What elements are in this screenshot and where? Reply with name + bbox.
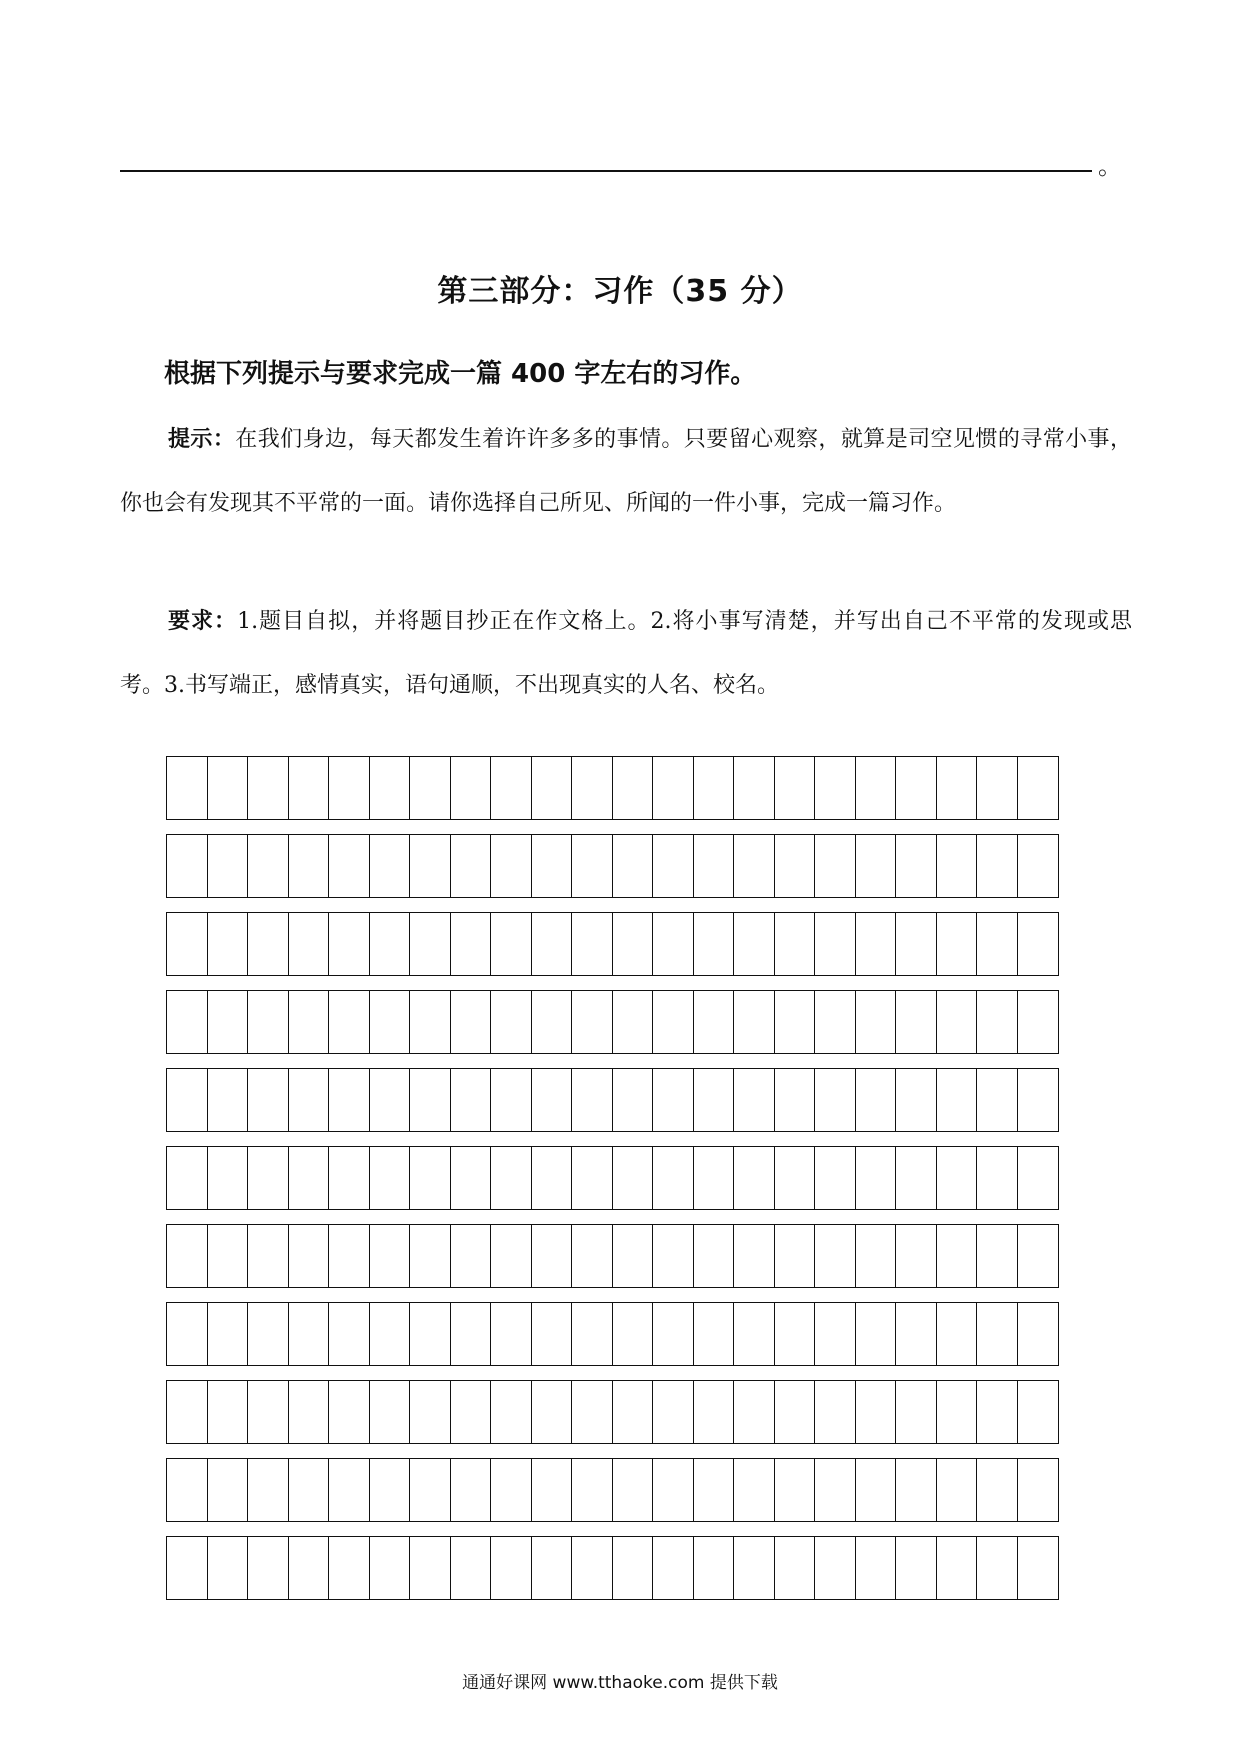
grid-cell: [977, 1537, 1018, 1599]
grid-cell: [775, 757, 816, 819]
grid-cell: [734, 1459, 775, 1521]
grid-cell: [734, 1147, 775, 1209]
grid-cell: [208, 1303, 249, 1365]
grid-cell: [775, 1303, 816, 1365]
grid-cell: [815, 1303, 856, 1365]
grid-cell: [167, 1147, 208, 1209]
grid-cell: [410, 1303, 451, 1365]
grid-cell: [208, 1537, 249, 1599]
grid-cell: [815, 913, 856, 975]
grid-cell: [289, 1225, 330, 1287]
grid-cell: [775, 1381, 816, 1443]
grid-cell: [167, 913, 208, 975]
grid-cell: [208, 1069, 249, 1131]
grid-cell: [734, 913, 775, 975]
grid-cell: [289, 1537, 330, 1599]
grid-cell: [1018, 913, 1059, 975]
grid-cell: [370, 1147, 411, 1209]
grid-cell: [694, 1381, 735, 1443]
grid-cell: [815, 1537, 856, 1599]
grid-cell: [248, 991, 289, 1053]
grid-cell: [410, 1381, 451, 1443]
grid-cell: [572, 913, 613, 975]
grid-cell: [248, 1147, 289, 1209]
grid-cell: [329, 913, 370, 975]
grid-cell: [167, 1069, 208, 1131]
grid-cell: [734, 1537, 775, 1599]
grid-cell: [1018, 1303, 1059, 1365]
grid-cell: [451, 1069, 492, 1131]
grid-cell: [370, 1381, 411, 1443]
grid-cell: [815, 1069, 856, 1131]
grid-cell: [775, 1069, 816, 1131]
grid-cell: [613, 1069, 654, 1131]
grid-cell: [289, 1069, 330, 1131]
grid-cell: [329, 1303, 370, 1365]
grid-cell: [572, 1537, 613, 1599]
grid-cell: [1018, 1381, 1059, 1443]
grid-cell: [289, 991, 330, 1053]
grid-row: [166, 990, 1059, 1054]
grid-cell: [532, 835, 573, 897]
grid-cell: [248, 1069, 289, 1131]
grid-cell: [734, 1303, 775, 1365]
grid-cell: [977, 913, 1018, 975]
grid-cell: [491, 1303, 532, 1365]
grid-cell: [1018, 1225, 1059, 1287]
grid-cell: [491, 1459, 532, 1521]
grid-cell: [613, 1225, 654, 1287]
grid-cell: [937, 757, 978, 819]
grid-cell: [775, 913, 816, 975]
grid-cell: [653, 1381, 694, 1443]
grid-cell: [815, 757, 856, 819]
grid-cell: [856, 1381, 897, 1443]
grid-cell: [896, 1537, 937, 1599]
grid-cell: [451, 1147, 492, 1209]
grid-cell: [532, 991, 573, 1053]
grid-cell: [896, 757, 937, 819]
grid-cell: [410, 1225, 451, 1287]
grid-cell: [167, 991, 208, 1053]
grid-cell: [653, 1225, 694, 1287]
grid-cell: [248, 1459, 289, 1521]
grid-cell: [856, 991, 897, 1053]
grid-cell: [208, 913, 249, 975]
grid-cell: [370, 835, 411, 897]
grid-cell: [775, 1537, 816, 1599]
grid-cell: [572, 1459, 613, 1521]
grid-cell: [815, 1147, 856, 1209]
grid-cell: [370, 1303, 411, 1365]
grid-cell: [451, 1225, 492, 1287]
grid-cell: [289, 835, 330, 897]
grid-cell: [937, 1459, 978, 1521]
grid-cell: [532, 1459, 573, 1521]
grid-cell: [1018, 835, 1059, 897]
grid-cell: [734, 757, 775, 819]
hint-text: 在我们身边，每天都发生着许许多多的事情。只要留心观察，就算是司空见惯的寻常小事，你也会有发现其不平常的一面。请你选择自己所见、所闻的一件小事，完成一篇习作。: [120, 427, 1132, 516]
grid-cell: [491, 1069, 532, 1131]
grid-cell: [1018, 1069, 1059, 1131]
grid-cell: [613, 1459, 654, 1521]
grid-cell: [653, 835, 694, 897]
grid-cell: [329, 1381, 370, 1443]
grid-cell: [653, 757, 694, 819]
grid-cell: [977, 1381, 1018, 1443]
grid-cell: [289, 1147, 330, 1209]
grid-cell: [775, 1459, 816, 1521]
grid-cell: [491, 1537, 532, 1599]
grid-cell: [856, 1069, 897, 1131]
grid-cell: [370, 1225, 411, 1287]
grid-cell: [694, 1147, 735, 1209]
grid-cell: [896, 1069, 937, 1131]
grid-cell: [289, 913, 330, 975]
grid-cell: [896, 913, 937, 975]
grid-cell: [977, 1147, 1018, 1209]
grid-row: [166, 834, 1059, 898]
grid-cell: [451, 1381, 492, 1443]
requirements-text: 1.题目自拟，并将题目抄正在作文格上。2.将小事写清楚，并写出自己不平常的发现或思考。3.书写端正，感情真实，语句通顺，不出现真实的人名、校名。: [120, 609, 1132, 698]
grid-cell: [329, 1069, 370, 1131]
grid-cell: [1018, 1537, 1059, 1599]
grid-row: [166, 1068, 1059, 1132]
grid-cell: [694, 757, 735, 819]
grid-cell: [694, 835, 735, 897]
grid-cell: [532, 1537, 573, 1599]
grid-cell: [491, 1225, 532, 1287]
grid-cell: [329, 1537, 370, 1599]
grid-cell: [289, 1381, 330, 1443]
grid-cell: [329, 1225, 370, 1287]
grid-cell: [815, 1381, 856, 1443]
grid-cell: [208, 1225, 249, 1287]
grid-cell: [694, 1459, 735, 1521]
grid-cell: [896, 1225, 937, 1287]
grid-cell: [289, 1303, 330, 1365]
grid-cell: [815, 1459, 856, 1521]
grid-cell: [937, 1225, 978, 1287]
grid-cell: [856, 835, 897, 897]
requirements-label: 要求：: [168, 609, 238, 634]
grid-cell: [856, 1147, 897, 1209]
grid-cell: [896, 1147, 937, 1209]
grid-cell: [451, 1303, 492, 1365]
grid-cell: [977, 757, 1018, 819]
grid-cell: [856, 1303, 897, 1365]
grid-cell: [572, 1147, 613, 1209]
grid-cell: [937, 1069, 978, 1131]
section-title: 第三部分：习作（35 分）: [437, 274, 803, 309]
grid-cell: [977, 1069, 1018, 1131]
grid-cell: [167, 757, 208, 819]
grid-cell: [572, 1069, 613, 1131]
grid-cell: [977, 835, 1018, 897]
grid-row: [166, 1146, 1059, 1210]
grid-cell: [208, 1459, 249, 1521]
grid-cell: [694, 1069, 735, 1131]
grid-cell: [410, 1459, 451, 1521]
grid-cell: [532, 1225, 573, 1287]
grid-cell: [167, 1381, 208, 1443]
grid-cell: [694, 1225, 735, 1287]
grid-cell: [694, 1303, 735, 1365]
grid-cell: [896, 835, 937, 897]
grid-cell: [208, 1147, 249, 1209]
grid-cell: [451, 835, 492, 897]
grid-cell: [1018, 1459, 1059, 1521]
grid-cell: [937, 913, 978, 975]
hint-label: 提示：: [168, 427, 236, 452]
grid-cell: [329, 1147, 370, 1209]
grid-cell: [289, 757, 330, 819]
grid-cell: [532, 1381, 573, 1443]
grid-cell: [937, 991, 978, 1053]
grid-cell: [734, 1381, 775, 1443]
grid-cell: [572, 991, 613, 1053]
grid-cell: [167, 1225, 208, 1287]
grid-cell: [410, 835, 451, 897]
grid-cell: [532, 913, 573, 975]
grid-cell: [653, 1069, 694, 1131]
grid-cell: [410, 1537, 451, 1599]
grid-cell: [289, 1459, 330, 1521]
grid-cell: [734, 1225, 775, 1287]
grid-cell: [896, 1303, 937, 1365]
grid-cell: [653, 1537, 694, 1599]
grid-cell: [856, 757, 897, 819]
grid-cell: [856, 1459, 897, 1521]
grid-cell: [1018, 757, 1059, 819]
grid-cell: [329, 835, 370, 897]
grid-cell: [532, 1147, 573, 1209]
grid-cell: [977, 1459, 1018, 1521]
grid-cell: [775, 991, 816, 1053]
grid-cell: [248, 1381, 289, 1443]
instruction: 根据下列提示与要求完成一篇 400 字左右的习作。: [164, 359, 757, 389]
grid-cell: [977, 1225, 1018, 1287]
writing-grid: [166, 756, 1059, 1600]
grid-cell: [572, 1225, 613, 1287]
grid-row: [166, 756, 1059, 820]
grid-cell: [694, 1537, 735, 1599]
grid-row: [166, 1458, 1059, 1522]
grid-cell: [370, 1069, 411, 1131]
grid-cell: [613, 835, 654, 897]
grid-cell: [896, 1381, 937, 1443]
grid-cell: [491, 913, 532, 975]
grid-cell: [532, 757, 573, 819]
grid-cell: [815, 1225, 856, 1287]
grid-cell: [248, 1225, 289, 1287]
grid-cell: [208, 1381, 249, 1443]
grid-cell: [451, 1459, 492, 1521]
grid-cell: [410, 1069, 451, 1131]
grid-cell: [451, 913, 492, 975]
grid-cell: [613, 757, 654, 819]
grid-cell: [694, 913, 735, 975]
grid-cell: [613, 991, 654, 1053]
grid-cell: [856, 1537, 897, 1599]
grid-cell: [491, 1381, 532, 1443]
grid-cell: [613, 913, 654, 975]
grid-row: [166, 1224, 1059, 1288]
grid-cell: [208, 835, 249, 897]
grid-cell: [491, 991, 532, 1053]
grid-cell: [248, 835, 289, 897]
grid-cell: [491, 757, 532, 819]
grid-cell: [613, 1147, 654, 1209]
grid-cell: [248, 1537, 289, 1599]
grid-cell: [977, 991, 1018, 1053]
grid-cell: [856, 1225, 897, 1287]
grid-cell: [329, 991, 370, 1053]
grid-cell: [653, 1459, 694, 1521]
grid-cell: [329, 757, 370, 819]
hint-paragraph: [120, 408, 1132, 536]
grid-cell: [775, 1147, 816, 1209]
grid-cell: [532, 1069, 573, 1131]
grid-cell: [694, 991, 735, 1053]
grid-cell: [734, 991, 775, 1053]
grid-cell: [937, 1303, 978, 1365]
grid-cell: [410, 1147, 451, 1209]
grid-row: [166, 1380, 1059, 1444]
grid-cell: [572, 1303, 613, 1365]
grid-cell: [977, 1303, 1018, 1365]
grid-cell: [613, 1303, 654, 1365]
footer-credit: 通通好课网 www.tthaoke.com 提供下载: [462, 1673, 778, 1693]
grid-cell: [815, 835, 856, 897]
grid-cell: [937, 1381, 978, 1443]
grid-cell: [451, 991, 492, 1053]
answer-line: [120, 170, 1092, 172]
grid-cell: [248, 757, 289, 819]
grid-cell: [815, 991, 856, 1053]
grid-cell: [167, 1459, 208, 1521]
grid-cell: [572, 835, 613, 897]
grid-cell: [653, 913, 694, 975]
grid-cell: [491, 835, 532, 897]
grid-cell: [572, 1381, 613, 1443]
grid-cell: [370, 1537, 411, 1599]
grid-cell: [167, 1303, 208, 1365]
grid-cell: [329, 1459, 370, 1521]
grid-row: [166, 1302, 1059, 1366]
grid-cell: [653, 1147, 694, 1209]
grid-cell: [896, 1459, 937, 1521]
grid-cell: [370, 913, 411, 975]
grid-cell: [370, 1459, 411, 1521]
grid-cell: [370, 757, 411, 819]
grid-cell: [167, 835, 208, 897]
grid-cell: [937, 835, 978, 897]
grid-cell: [937, 1147, 978, 1209]
grid-cell: [937, 1537, 978, 1599]
grid-cell: [451, 757, 492, 819]
grid-cell: [208, 757, 249, 819]
grid-cell: [775, 1225, 816, 1287]
grid-row: [166, 912, 1059, 976]
grid-cell: [572, 757, 613, 819]
grid-cell: [248, 913, 289, 975]
grid-cell: [653, 1303, 694, 1365]
grid-cell: [410, 991, 451, 1053]
grid-cell: [734, 1069, 775, 1131]
grid-cell: [734, 835, 775, 897]
grid-cell: [208, 991, 249, 1053]
grid-cell: [410, 757, 451, 819]
grid-cell: [248, 1303, 289, 1365]
grid-cell: [167, 1537, 208, 1599]
grid-cell: [1018, 1147, 1059, 1209]
grid-cell: [370, 991, 411, 1053]
grid-cell: [896, 991, 937, 1053]
grid-cell: [1018, 991, 1059, 1053]
grid-cell: [653, 991, 694, 1053]
grid-cell: [410, 913, 451, 975]
answer-period: 。: [1098, 152, 1122, 180]
grid-cell: [532, 1303, 573, 1365]
requirements-paragraph: [120, 590, 1132, 718]
grid-cell: [613, 1537, 654, 1599]
grid-row: [166, 1536, 1059, 1600]
grid-cell: [491, 1147, 532, 1209]
grid-cell: [613, 1381, 654, 1443]
grid-cell: [856, 913, 897, 975]
grid-cell: [775, 835, 816, 897]
grid-cell: [451, 1537, 492, 1599]
